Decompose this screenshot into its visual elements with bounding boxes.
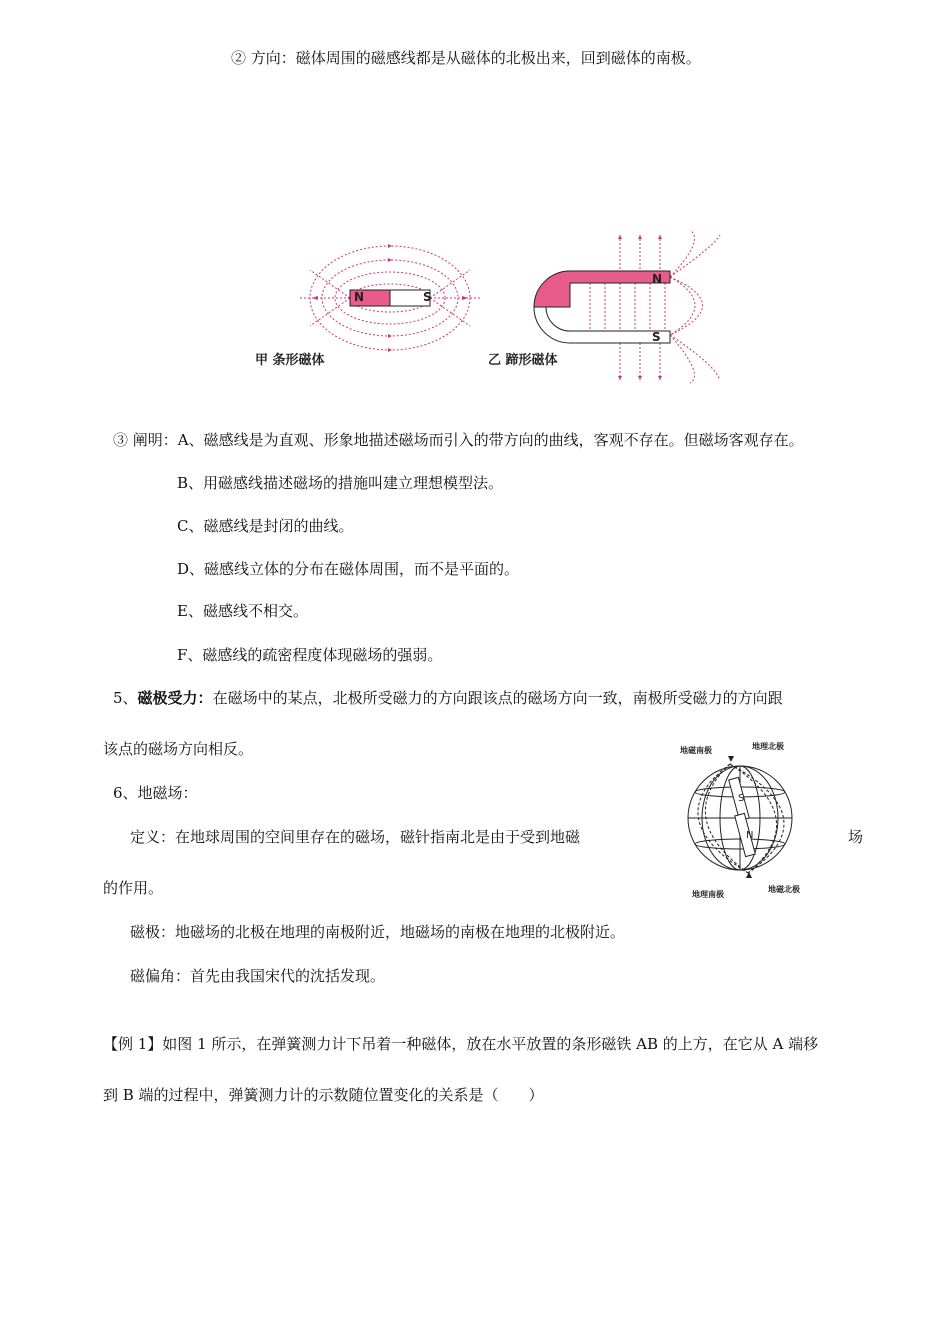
explanation-a: ③ 阐明：A、磁感线是为直观、形象地描述磁场而引入的带方向的曲线，客观不存在。但磁场客观存在。 [113, 431, 804, 449]
item6-poles: 磁极：地磁场的北极在地理的南极附近，地磁场的南极在地理的北极附近。 [130, 923, 626, 941]
globe-inner-n: N [746, 830, 754, 841]
explanation-f: F、磁感线的疏密程度体现磁场的强弱。 [177, 646, 443, 664]
explanation-e: E、磁感线不相交。 [177, 602, 308, 620]
item5-num: 5、 [113, 689, 138, 707]
horseshoe-magnet-caption: 乙 蹄形磁体 [488, 353, 558, 368]
horseshoe-pole-n: N [652, 272, 663, 286]
item6-definition: 定义：在地球周围的空间里存在的磁场，磁针指南北是由于受到地磁 [130, 828, 581, 846]
direction-paragraph: ② 方向：磁体周围的磁感线都是从磁体的北极出来，回到磁体的南极。 [231, 49, 701, 67]
explanation-d: D、磁感线立体的分布在磁体周围，而不是平面的。 [177, 560, 520, 578]
globe-label-geo-north: 地理北极 [752, 742, 784, 751]
item5-term: 磁极受力： [137, 689, 213, 707]
item5-line2: 该点的磁场方向相反。 [103, 740, 254, 758]
globe-inner-s: S [738, 793, 745, 804]
item6-definition-tail: 场 [848, 828, 864, 846]
bar-pole-n: N [354, 290, 365, 304]
globe-label-mag-south: 地磁南极 [680, 746, 712, 755]
example1-line2: 到 B 端的过程中，弹簧测力计的示数随位置变化的关系是（ ） [103, 1086, 544, 1104]
item5-text: 在磁场中的某点，北极所受磁力的方向跟该点的磁场方向一致，南极所受磁力的方向跟 [212, 689, 783, 707]
item6-declination: 磁偏角：首先由我国宋代的沈括发现。 [130, 967, 386, 985]
globe-label-geo-south: 地理南极 [692, 890, 724, 899]
explanation-b: B、用磁感线描述磁场的措施叫建立理想模型法。 [177, 474, 504, 492]
item6-title: 6、地磁场： [113, 784, 198, 802]
item6-definition-cont: 的作用。 [103, 879, 164, 897]
bar-magnet-figure [300, 230, 480, 370]
item5-line1 [113, 688, 783, 708]
earth-magnetic-field-figure [668, 748, 818, 888]
example1-line1: 【例 1】如图 1 所示，在弹簧测力计下吊着一种磁体，放在水平放置的条形磁铁 AB 的上方，在它从 A 端移 [103, 1035, 819, 1053]
horseshoe-pole-s: S [652, 330, 661, 344]
explanation-c: C、磁感线是封闭的曲线。 [177, 517, 354, 535]
bar-magnet-caption: 甲 条形磁体 [255, 353, 325, 368]
globe-label-mag-north: 地磁北极 [768, 885, 800, 894]
bar-pole-s: S [423, 290, 432, 304]
